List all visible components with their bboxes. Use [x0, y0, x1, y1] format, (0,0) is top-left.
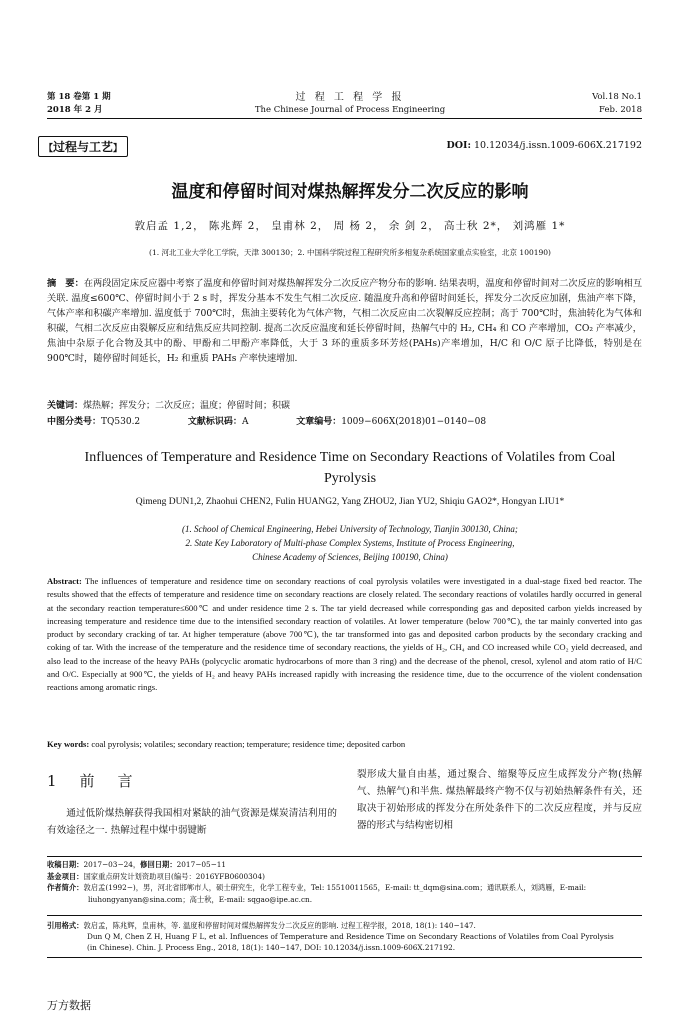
abstract-cn — [47, 276, 642, 366]
clc-value: TQ530.2 — [101, 417, 141, 427]
abstract-en-text: The influences of temperature and residence time on secondary reactions of coal pyrolysis volatiles were investigated in a dual-stage fixed bed reactor. The results showed that the effects of temperature and residence time on secondary reactions are closely related. The secondary reactions of volatiles hardly occurred in general at the secondary reaction temperature≤600℃ and under residence time 2 s. The tar yield decreased while corresponding gas and deposited carbon yields increased by increasing temperature and residence time due to the intensified secondary reaction of volatiles. At lower temperature (below 700℃), the tar mainly converted into gas product by secondary cracking of tar. At higher temperature (above 700℃), the tar transformed into gas and deposited carbon products by the secondary cracking and coking of tar. With the increase of the temperature and the residence time of secondary reactions, the yields of H₂, CH₄ and CO increased while CO₂ yield decreased, and also lead to the increase of the heavy PAHs (polycyclic aromatic hydrocarbons of more than 3 ring) and the decrease of the phenol, cresol, xylenol and atom ratio of H/C and O/C. Especially at 900℃, the yields of H₂ and heavy PAHs increased rapidly with increasing the residence time, due to the occurrence of the violent condensation reactions among aromatic rings. — [47, 576, 642, 693]
footnotes — [47, 859, 642, 905]
classification-line — [47, 414, 642, 427]
citation-label: 引用格式： — [47, 921, 84, 930]
affiliation-en-line: Chinese Academy of Sciences, Beijing 100190, China) — [252, 552, 448, 562]
affiliation-cn: (1. 河北工业大学化工学院，天津 300130；2. 中国科学院过程工程研究所多相复杂系统国家重点实验室，北京 100190) — [149, 248, 551, 257]
date-cn: 2018 年 2 月 — [47, 105, 103, 115]
section-tag-label: 过程与工艺 — [53, 140, 114, 154]
revised-date: 2017−05−11 — [176, 860, 227, 869]
footnote-dates — [47, 859, 642, 871]
author-info-line2: liuhongyanyan@sina.com；高士秋，E-mail: sqgao@ipe.ac.cn. — [88, 894, 313, 904]
fund-label: 基金项目： — [47, 871, 84, 881]
vol-issue-en: Vol.18 No.1 — [592, 92, 642, 102]
section-heading-introduction: 1 前 言 — [47, 772, 137, 790]
title-cn: 温度和停留时间对煤热解挥发分二次反应的影响 — [171, 182, 529, 202]
title-en: Influences of Temperature and Residence Time on Secondary Reactions of Volatiles from Coal Pyrolysis — [84, 450, 616, 486]
revised-label: 修回日期： — [140, 860, 177, 869]
received-label: 收稿日期： — [47, 860, 84, 869]
body-column-left: 通过低阶煤热解获得我国相对紧缺的油气资源是煤炭清洁利用的有效途径之一. 热解过程中煤中弱键断 — [47, 808, 337, 836]
article-no-label: 文章编号： — [296, 417, 342, 427]
doc-code-value: A — [241, 417, 249, 427]
citation-cn: 敦启孟，陈兆辉，皇甫林，等. 温度和停留时间对煤热解挥发分二次反应的影响. 过程工程学报，2018, 18(1): 140−147. — [83, 921, 476, 930]
abstract-en-label: Abstract: — [47, 576, 82, 586]
fund-text: 国家重点研发计划资助项目(编号：2016YFB0600304) — [83, 871, 265, 881]
doc-code-label: 文献标识码： — [187, 417, 242, 427]
keywords-cn-text: 煤热解；挥发分；二次反应；温度；停留时间；积碳 — [83, 401, 291, 411]
doi — [447, 140, 643, 151]
citation-en-line: (in Chinese). Chin. J. Process Eng., 2018, 18(1): 140−147, DOI: 10.12034/j.issn.1009-606X.217192. — [87, 943, 456, 952]
footnote-rule — [47, 856, 642, 857]
doi-link[interactable]: 10.12034/j.issn.1009-606X.217192 — [474, 140, 642, 151]
article-no-value: 1009−606X(2018)01−0140−08 — [341, 417, 487, 427]
citation-line-1 — [47, 920, 642, 931]
citation-box — [47, 915, 642, 958]
section-tag — [38, 136, 128, 157]
received-date: 2017−03−24， — [83, 860, 141, 869]
clc-label: 中图分类号： — [47, 417, 102, 427]
doi-label: DOI: — [446, 140, 471, 151]
abstract-en — [47, 575, 642, 695]
bracket-left-icon: 【 — [44, 144, 54, 154]
vol-issue-cn: 第 18 卷第 1 期 — [47, 92, 111, 102]
watermark-wanfang: 万方数据 — [47, 999, 91, 1012]
footnote-fund — [47, 871, 642, 883]
author-info-label: 作者简介： — [47, 883, 84, 892]
date-en: Feb. 2018 — [599, 105, 642, 115]
keywords-cn — [47, 398, 642, 411]
journal-name-en: The Chinese Journal of Process Engineering — [254, 105, 446, 115]
authors-en: Qimeng DUN1,2, Zhaohui CHEN2, Fulin HUANG2, Yang ZHOU2, Jian YU2, Shiqiu GAO2*, Hongyan LIU1* — [135, 497, 565, 507]
journal-name-cn: 过 程 工 程 学 报 — [295, 92, 405, 103]
header-volume-en — [592, 91, 642, 117]
affiliation-en — [80, 522, 620, 564]
bracket-right-icon: 】 — [113, 144, 123, 154]
keywords-en — [47, 739, 642, 749]
authors-cn: 敦启孟 1,2， 陈兆辉 2， 皇甫林 2， 周 杨 2， 余 剑 2， 高士秋 2*， 刘鸿雁 1* — [134, 220, 566, 232]
affiliation-en-line: 2. State Key Laboratory of Multi-phase Complex Systems, Institute of Process Engineering, — [185, 538, 515, 548]
citation-en-line: Dun Q M, Chen Z H, Huang F L, et al. Influences of Temperature and Residence Time on Secondary Reactions of Volatiles from Coal Pyrolysis — [87, 932, 614, 941]
abstract-cn-text: 在两段固定床反应器中考察了温度和停留时间对煤热解挥发分二次反应产物分布的影响. 结果表明，温度和停留时间对二次反应的影响相互关联. 温度≤600℃、停留时间小于 2 s 时，挥发分基本不发生气相二次反应. 随温度升高和停留时间延长，挥发分二次反应加剧，焦油产率下降，气体产率和积碳产率增加. 温度低于 700℃时，焦油主要转化为气体产物，气相二次反应由二次裂解反应控制；高于 700℃时，焦油转化为气体和积碳，气相二次反应由裂解反应和结焦反应共同控制. 提高二次反应温度和延长停留时间，热解气中的 H₂, CH₄ 和 CO 产率增加，CO₂ 产率减少，焦油中杂原子化合物及其中的酚、甲酚和二甲酚产率降低，大于 3 环的重质多环芳烃(PAHs)产率增加，H/C 和 O/C 原子比降低，特别是在 900℃时，随停留时间延长，H₂ 和重质 PAHs 产率快速增加. — [47, 278, 643, 364]
keywords-en-label: Key words: — [47, 739, 90, 749]
body-column-right: 裂形成大量自由基，通过聚合、缩聚等反应生成挥发分产物(热解气、热解气)和半焦. 煤热解最终产物不仅与初始热解条件有关，还取决于初始形成的挥发分在所处条件下的二次反应程度，并与反应器的形式与结构密切相 — [357, 769, 642, 831]
affiliation-en-line: (1. School of Chemical Engineering, Hebei University of Technology, Tianjin 300130, China; — [182, 524, 518, 534]
keywords-en-text: coal pyrolysis; volatiles; secondary reaction; temperature; residence time; deposited carbon — [91, 739, 406, 749]
author-info-line1: 敦启孟(1992−)，男，河北省邯郸市人，硕士研究生，化学工程专业，Tel: 15510011565，E-mail: tt_dqm@sina.com；通讯联系人，刘鸿雁，E-mail: — [83, 883, 587, 892]
header-rule — [47, 118, 642, 119]
footnote-author — [47, 882, 642, 894]
abstract-cn-label: 摘 要： — [47, 278, 84, 289]
keywords-cn-label: 关键词： — [47, 401, 84, 411]
